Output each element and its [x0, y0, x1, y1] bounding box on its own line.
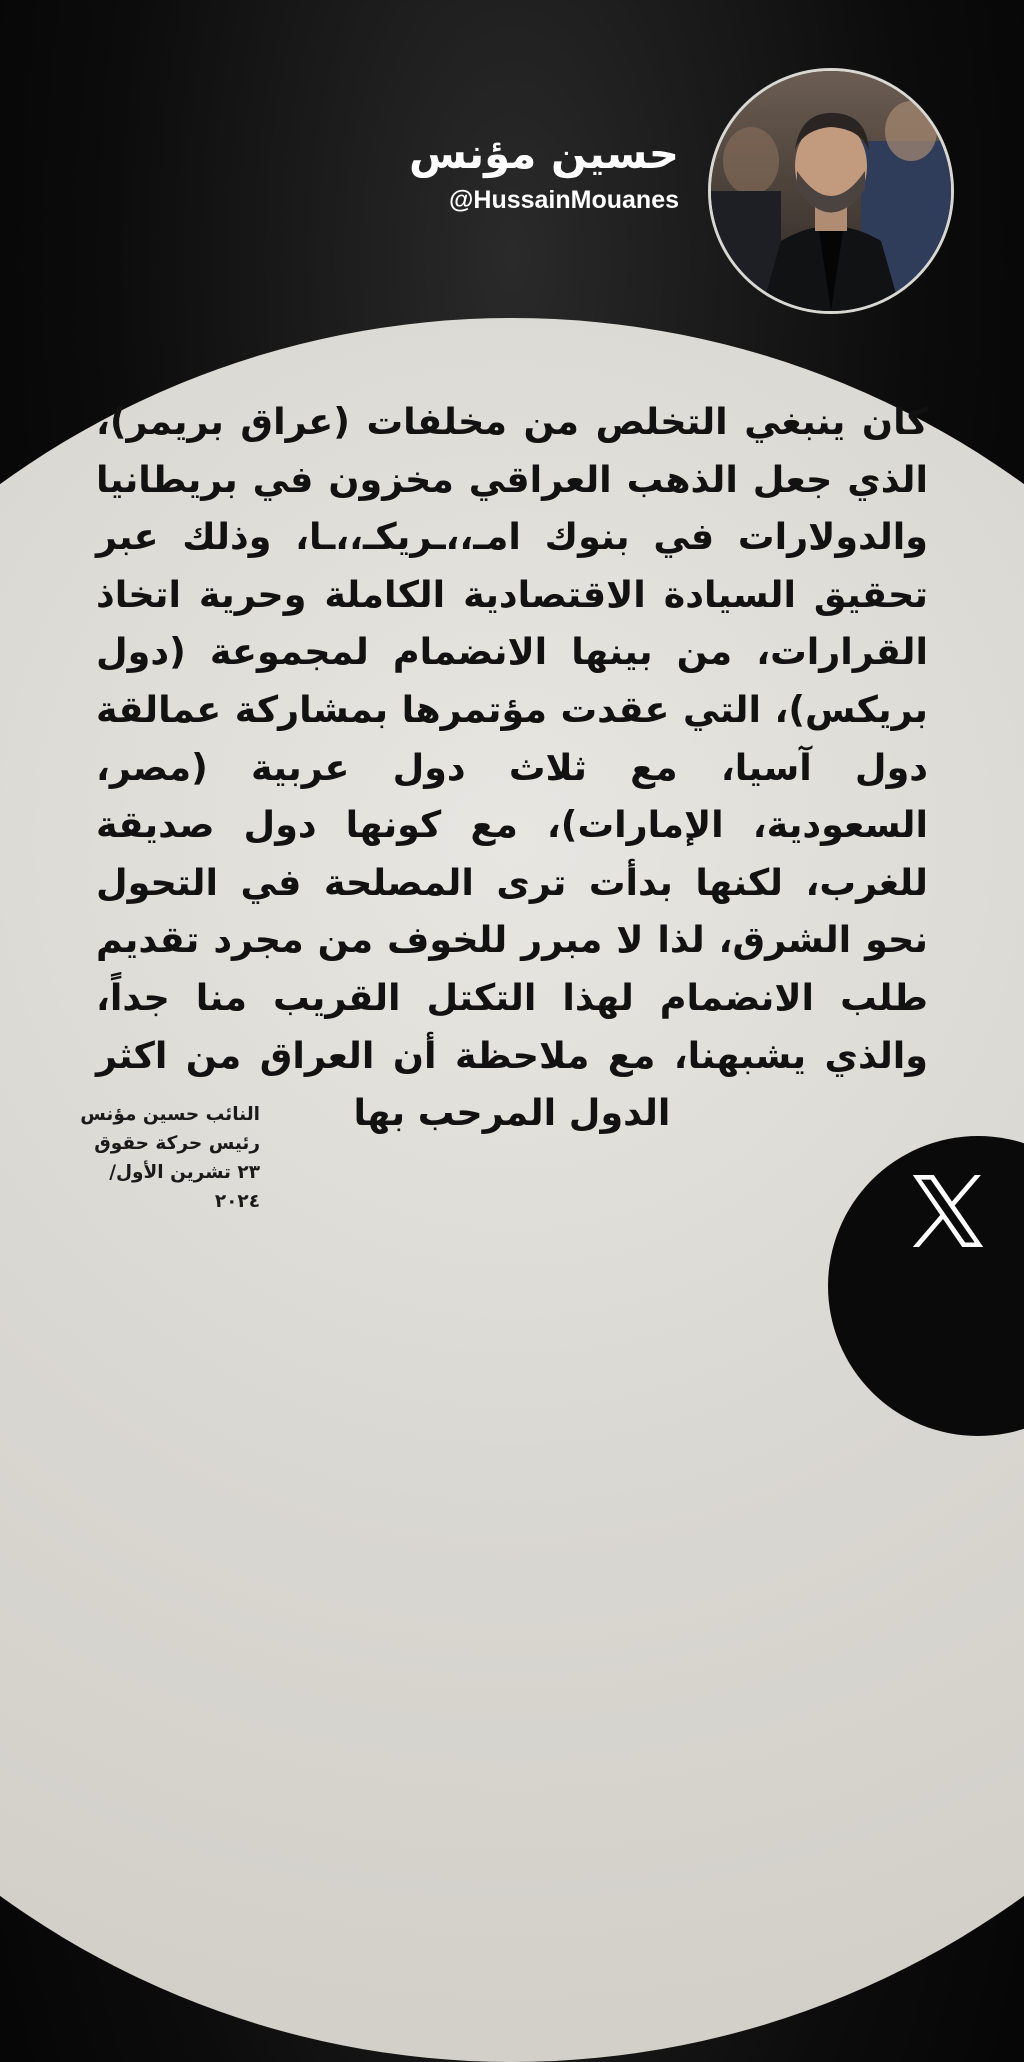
- profile-photo: [711, 71, 951, 311]
- signature: [60, 1100, 260, 1216]
- signature-name: النائب حسين مؤنس: [80, 1104, 260, 1125]
- avatar[interactable]: [708, 68, 954, 314]
- post-header: [409, 128, 679, 215]
- author-name[interactable]: حسين مؤنس: [408, 129, 679, 178]
- post-text: كان ينبغي التخلص من مخلفات (عراق بريمر)، الذي جعل الذهب العراقي مخزون في بريطانيا والدولارات في بنوك امـ،،ـريكـ،،ـا، وذلك عبر تحقيق السيادة الاقتصادية الكاملة وحرية اتخاذ القرارات، من بينها الانضمام لمجموعة (دول بريكس)، التي عقدت مؤتمرها بمشاركة عمالقة دول آسيا، مع ثلاث دول عربية (مصر، السعودية، الإمارات)، مع كونها دول صديقة للغرب، لكنها بدأت ترى المصلحة في التحول نحو الشرق، لذا لا مبرر للخوف من مجرد تقديم طلب الانضمام لهذا التكتل القريب منا جداً، والذي يشبهنا، مع ملاحظة أن العراق من اكثر الدول المرحب بها: [96, 400, 928, 1135]
- author-handle[interactable]: @HussainMouanes: [449, 186, 679, 214]
- x-logo-icon[interactable]: [908, 1175, 988, 1247]
- signature-title: رئيس حركة حقوق: [94, 1133, 260, 1154]
- signature-date: ٢٣ تشرين الأول/ ٢٠٢٤: [109, 1162, 260, 1212]
